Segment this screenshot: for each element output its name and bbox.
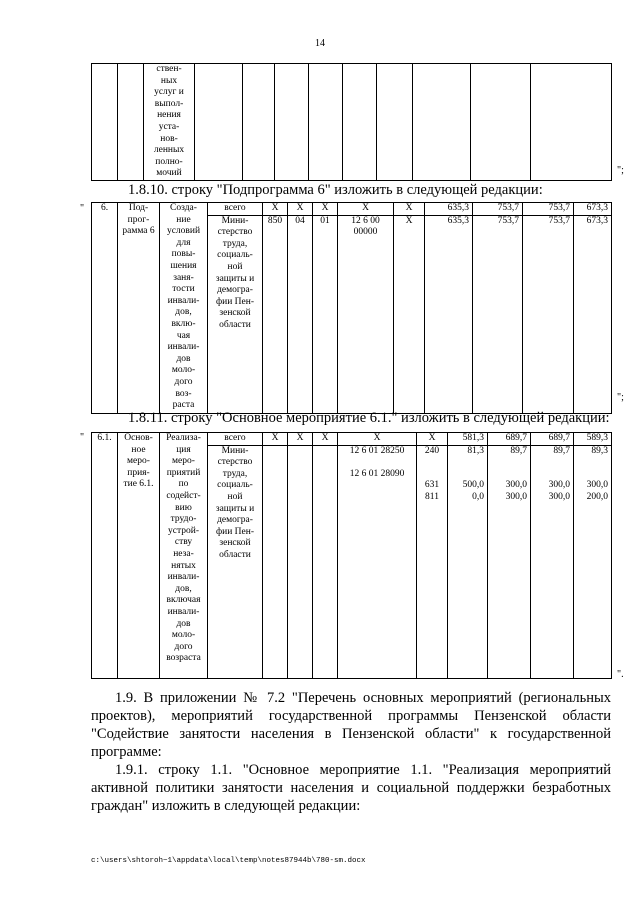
paragraph-1-9: 1.9. В приложении № 7.2 "Перечень основных мероприятий (региональных проектов), мероприятий государственной программы Пензенской области "Содействие занятости населения в Пензенской области" к государственной программе: [91,690,611,760]
executor-name: Мини- стерство труда, социаль- ной защиты и демогра- фии Пен- зенской области [208,445,263,678]
table-subprogram-6: 6. Под- прог- рамма 6 Созда- ние условий для повы- шения заня- тости инвали- дов, вклю- чая инвали- дов моло- дого воз- раста всего X X X X X 635,3 753,7 753,7 673,3 Мини- стерство труда, социаль- ной защиты и демогра- фии Пен- зенской области 850 04 01 12 6 00 00000 X 635,3 753,7 753,7 673,3 [91,202,612,414]
row-name: Под- прог- рамма 6 [118,203,160,414]
caption-event-6-1: 1.8.11. строку "Основное мероприятие 6.1." изложить в следующей редакции: [128,410,610,426]
closing-quote: ". [617,669,624,680]
paragraph-1-9-1: 1.9.1. строку 1.1. "Основное мероприятие 1.1. "Реализация мероприятий активной политики занятости населения и социальной поддержки безработных граждан" изложить в следующей редакции: [91,762,611,814]
executor-all-label: всего [208,433,263,446]
table-continuation [91,63,612,181]
executor-all-label: всего [208,203,263,216]
executor-name: Мини- стерство труда, социаль- ной защиты и демогра- фии Пен- зенской области [208,215,263,413]
table-cell-service: ствен- ных услуг и выпол- нения уста- нов- ленных полно- мочий [144,64,195,181]
open-quote: " [80,203,85,214]
open-quote: " [80,432,85,443]
closing-quote: "; [617,392,624,403]
row-goal: Созда- ние условий для повы- шения заня- тости инвали- дов, вклю- чая инвали- дов моло- дого воз- раста [160,203,208,414]
row-name: Основ- ное меро- прия- тие 6.1. [118,433,160,679]
caption-subprogram-6: 1.8.10. строку "Подпрограмма 6" изложить в следующей редакции: [128,182,543,198]
row-goal: Реализа- ция меро- приятий по содейст- вию трудо- устрой- ству неза- нятых инвали- дов, включая инвали- дов моло- дого возраста [160,433,208,679]
page-number: 14 [315,38,325,49]
csr-codes: 12 6 01 28250 12 6 01 28090 [338,445,417,678]
closing-quote: "; [617,165,624,176]
vr-codes: 240 631 811 [417,445,448,678]
row-number: 6.1. [92,433,118,679]
row-number: 6. [92,203,118,414]
table-event-6-1: 6.1. Основ- ное меро- прия- тие 6.1. Реализа- ция меро- приятий по содейст- вию трудо- устрой- ству неза- нятых инвали- дов, включая инвали- дов моло- дого возраста всего X X X X X 581,3 689,7 689,7 589,3 Мини- стерство труда, социаль- ной защиты и демогра- фии Пен- зенской области 12 6 01 28250 12 6 01 28090 240 631 811 81,3 500,0 0,0 89,7 300,0 300,0 89,7 300,0 300,0 89,3 300,0 200,0 [91,432,612,679]
footer-file-path: c:\users\shtoroh~1\appdata\local\temp\notes87944b\780-sm.docx [91,857,366,865]
